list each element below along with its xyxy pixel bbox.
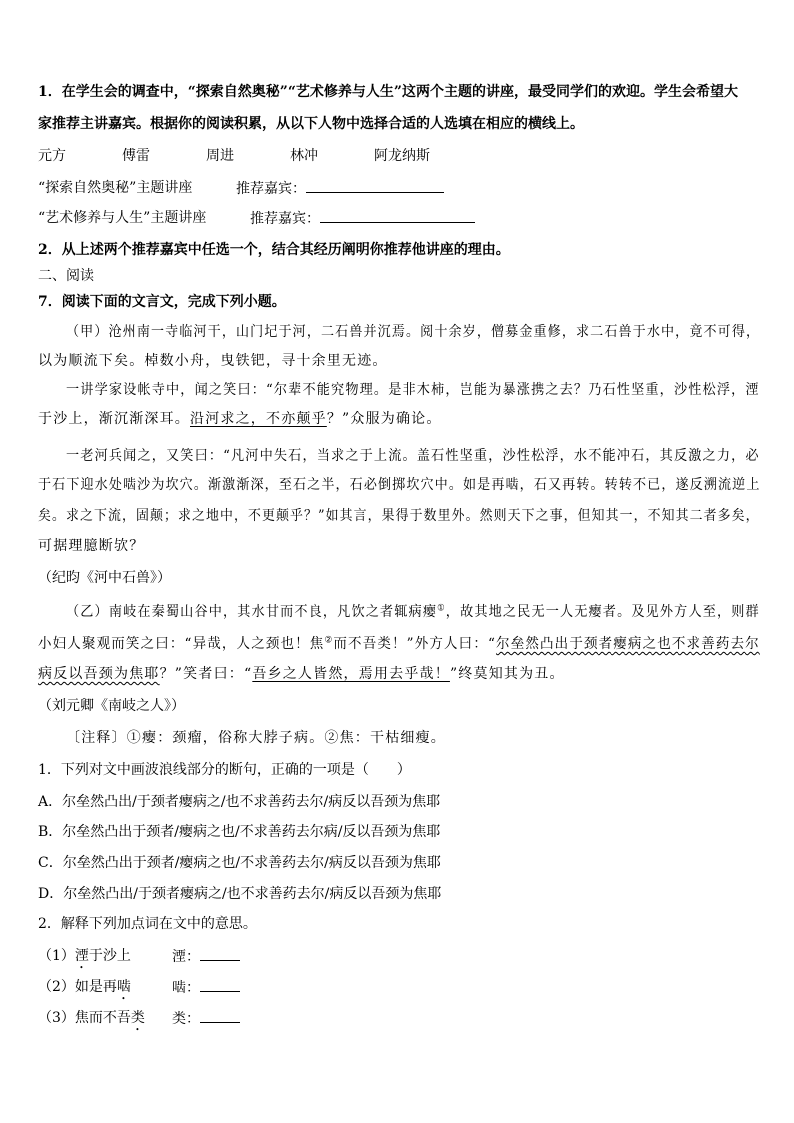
note-marker-1: ① [437,603,446,614]
yi-source: （刘元卿《南岐之人》） [38,698,185,714]
answer-label: 类： [172,1011,200,1027]
note-marker-2: ② [324,635,334,646]
yi-line1-part2: ，故其地之民无一人无瘿者。及见外方人至，则群 [445,604,760,620]
yi-p1-line3 [38,664,565,684]
lecture1-answer-blank[interactable] [306,178,444,193]
sub1-option-d[interactable]: D．尔垒然凸出/于颈者瘿病之/也不求善药去尔/病反以吾颈为焦耶 [38,886,442,902]
yi-line3-part2: ？”笑者曰：“ [159,666,253,682]
q1-text-line2: 家推荐主讲嘉宾。根据你的阅读积累，从以下人物中选择合适的人选填在相应的横线上。 [38,116,584,132]
yi-line2-part1: 小妇人聚观而笑之曰：“异哉，人之颈也！焦 [38,636,325,652]
item-number: （3） [38,1010,75,1026]
jia-p1-line1: （甲）沧州南一寺临河干，山门圮于河，二石兽并沉焉。阅十余岁，僧募金重修，求二石兽于水中，竟不可得， [66,324,761,340]
jia-source: （纪昀《河中石兽》） [38,570,171,586]
jia-p2-line2 [38,409,442,429]
q1-name-3: 周进 [206,148,234,164]
sub2-answer-2 [172,977,240,998]
yi-line1-part1: （乙）南岐在秦蜀山谷中，其水甘而不良，凡饮之者辄病瘿 [66,604,438,620]
section-title: 二、阅读 [38,268,94,284]
sub2-item-3 [38,1008,145,1034]
jia-p2-line2-part1: 于沙上，渐沉渐深耳。 [38,411,190,427]
yi-p1-line1 [66,602,760,622]
wavy-underlined-text-2: 病反以吾颈为焦耶 [38,666,160,682]
answer-blank-1[interactable] [200,946,240,961]
sub1-option-c[interactable]: C．尔垒然凸出于颈者/瘿病之也/不求善药去尔/病反以吾颈为焦耶 [38,855,441,871]
q1-name-1: 元方 [38,148,66,164]
jia-underlined-sentence: 沿河求之，不亦颠乎 [190,411,327,427]
jia-p3-line1: 一老河兵闻之，又笑曰：“凡河中失石，当求之于上流。盖石性坚重，沙性松浮，水不能冲石，其反激之力，必 [66,448,760,464]
sub2-item-2 [38,977,131,1003]
sub1-option-b[interactable]: B．尔垒然凸出于颈者/瘿病之也/不求善药去尔病/反以吾颈为焦耶 [38,824,441,840]
recommend-label: 推荐嘉宾： [236,181,306,197]
dotted-word: 类 [130,1010,145,1026]
yi-line3-part4: ”终莫知其为丑。 [449,666,565,682]
item-number: （2） [38,979,75,995]
jia-p2-line1: 一讲学家设帐寺中，闻之笑曰：“尔辈不能究物理。是非木柿，岂能为暴涨携之去？乃石性坚重，沙性松浮，湮 [66,382,760,398]
answer-blank-3[interactable] [200,1008,240,1023]
item-text-before: 焦而不吾 [74,1010,131,1026]
annotation-notes: 〔注释〕①瘿：颈瘤，俗称大脖子病。②焦：干枯细瘦。 [66,730,446,746]
recommend-label: 推荐嘉宾： [250,211,320,227]
sub2-item-1 [38,946,131,972]
item-text-after: 于沙上 [88,948,131,964]
answer-label: 啮： [172,980,200,996]
jia-p3-line3: 矣。求之下流，固颠；求之地中，不更颠乎？”如其言，果得于数里外。然则天下之事，但知其一，不知其二者多矣， [38,508,760,524]
q2-text: 2．从上述两个推荐嘉宾中任选一个，结合其经历阐明你推荐他讲座的理由。 [38,242,510,258]
answer-label: 湮： [172,949,200,965]
q7-intro: 7．阅读下面的文言文，完成下列小题。 [38,294,286,310]
sub2-question: 2．解释下列加点词在文中的意思。 [38,916,257,932]
q1-name-4: 林冲 [290,148,318,164]
dotted-word: 湮 [74,948,89,964]
item-number: （1） [38,948,75,964]
sub2-answer-1 [172,946,240,967]
sub2-answer-3 [172,1008,240,1029]
lecture2-label: “艺术修养与人生”主题讲座 [38,210,207,226]
sub1-option-a[interactable]: A．尔垒然凸出/于颈者瘿病之/也不求善药去尔/病反以吾颈为焦耶 [38,794,441,810]
item-text-before: 如是再 [74,979,117,995]
dotted-word: 啮 [116,979,131,995]
yi-p1-line2 [38,634,760,654]
lecture2-recommend [250,208,475,229]
lecture2-answer-blank[interactable] [320,208,475,223]
lecture1-recommend [236,178,444,199]
sub1-question: 1．下列对文中画波浪线部分的断句，正确的一项是（ ） [38,762,411,778]
jia-p3-line2: 于石下迎水处啮沙为坎穴。渐激渐深，至石之半，石必倒掷坎穴中。如是再啮，石又再转。转转不已，遂反溯流逆上 [38,477,761,493]
q1-name-2: 傅雷 [122,148,150,164]
jia-p1-line2: 以为顺流下矣。棹数小舟，曳铁钯，寻十余里无迹。 [38,353,388,369]
lecture1-label: “探索自然奥秘”主题讲座 [38,180,193,196]
answer-blank-2[interactable] [200,977,240,992]
q1-text-line1: 1．在学生会的调查中，“探索自然奥秘”“艺术修养与人生”这两个主题的讲座，最受同学们的欢迎。学生会希望大 [38,84,738,100]
wavy-underlined-text-1: 尔垒然凸出于颈者瘿病之也不求善药去尔 [496,636,760,652]
jia-p2-line2-part3: ？”众服为确论。 [326,411,442,427]
yi-underlined-sentence: 吾乡之人皆然，焉用去乎哉！ [252,666,450,682]
q1-name-5: 阿龙纳斯 [374,148,430,164]
jia-p3-line4: 可据理臆断欤？ [38,538,145,554]
yi-line2-part2: 而不吾类！”外方人曰：“ [333,636,497,652]
